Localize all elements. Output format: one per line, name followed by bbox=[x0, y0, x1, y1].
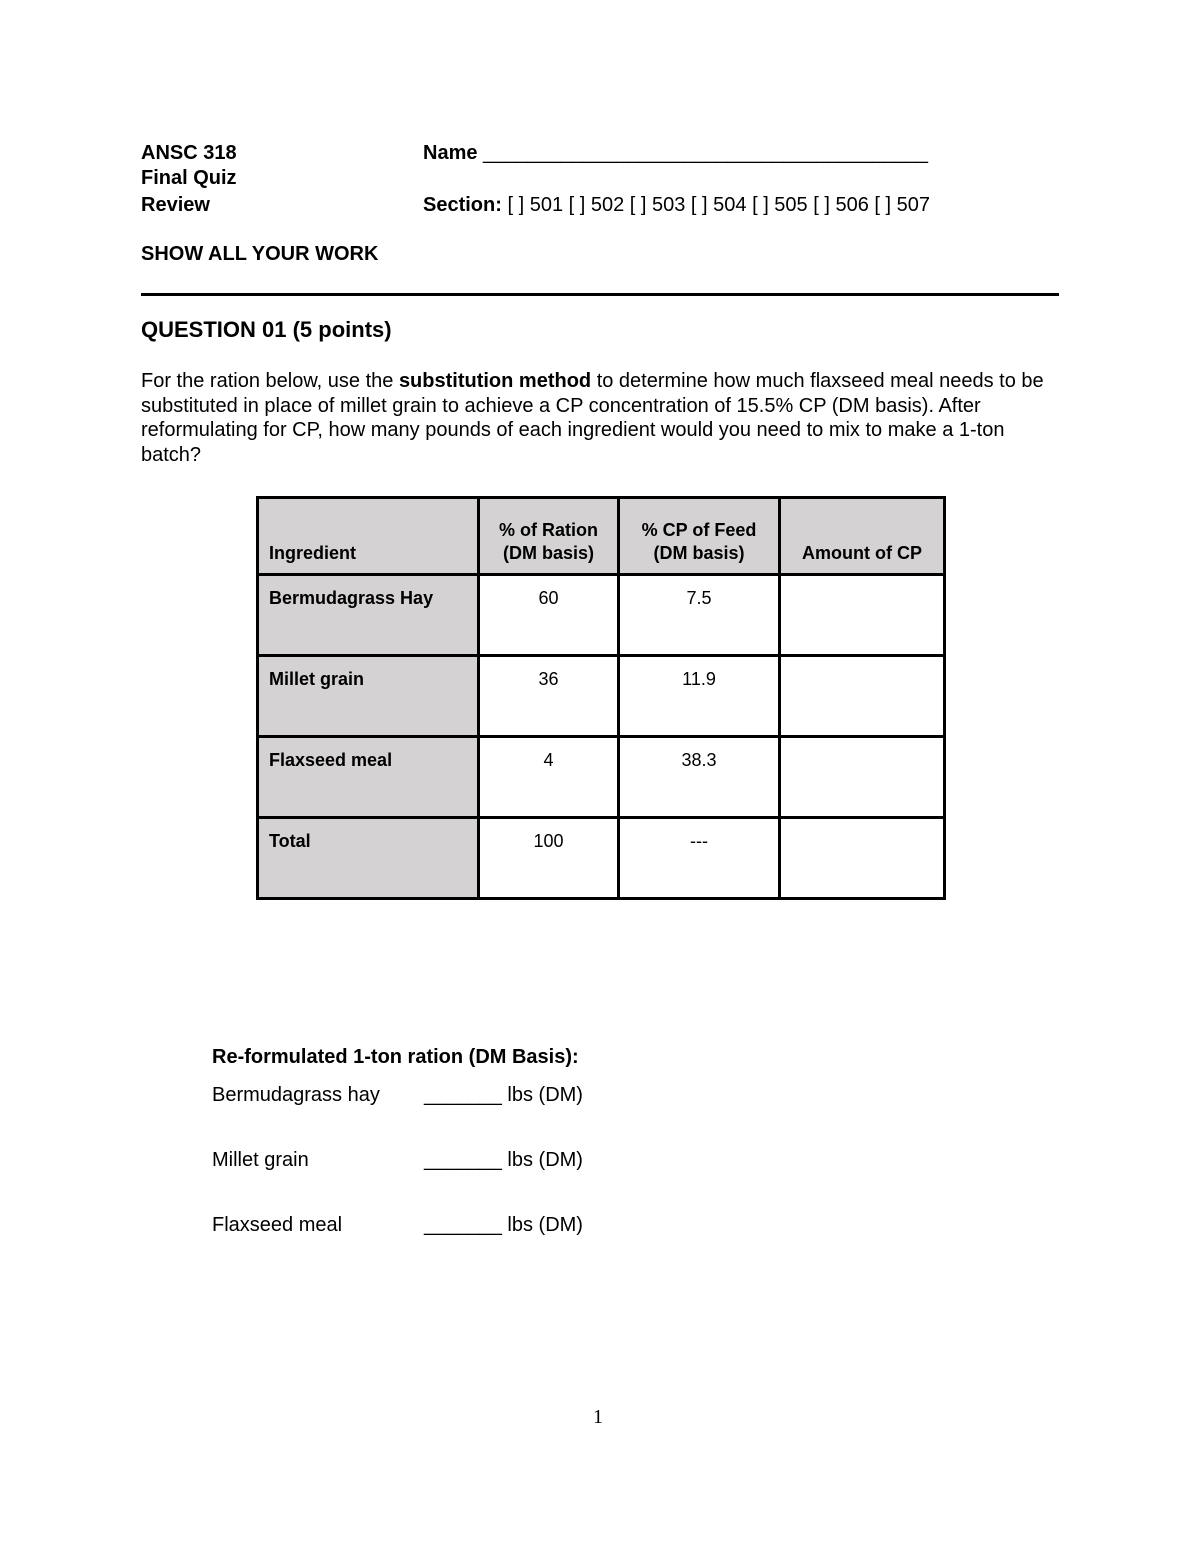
reform-item-label: Flaxseed meal bbox=[212, 1214, 343, 1236]
table-header-row bbox=[258, 498, 945, 575]
reform-item-blank[interactable]: _______ lbs (DM) bbox=[424, 1084, 583, 1106]
header-divider bbox=[141, 293, 1059, 296]
row-pct-ration: 4 bbox=[479, 737, 619, 818]
row-ingredient: Total bbox=[258, 818, 479, 899]
row-ingredient: Millet grain bbox=[258, 656, 479, 737]
name-line: ________________________________________ bbox=[483, 142, 928, 164]
row-ingredient: Bermudagrass Hay bbox=[258, 575, 479, 656]
row-ingredient: Flaxseed meal bbox=[258, 737, 479, 818]
header-pct-cp-line2: (DM basis) bbox=[653, 543, 745, 563]
row-pct-cp: --- bbox=[619, 818, 780, 899]
header-amount-cp: Amount of CP bbox=[780, 498, 945, 575]
row-pct-ration: 60 bbox=[479, 575, 619, 656]
question-text-part: For the ration below, use the bbox=[141, 370, 399, 392]
table-row bbox=[258, 737, 945, 818]
ration-table bbox=[256, 496, 946, 900]
row-amount-cp-cell[interactable] bbox=[780, 575, 945, 656]
reform-item-blank[interactable]: _______ lbs (DM) bbox=[424, 1214, 583, 1236]
section-label: Section: bbox=[423, 194, 502, 216]
page-number: 1 bbox=[593, 1406, 603, 1428]
question-text bbox=[141, 369, 1056, 467]
header-pct-ration-line1: % of Ration bbox=[499, 520, 598, 540]
header-ingredient: Ingredient bbox=[258, 498, 479, 575]
course-code: ANSC 318 bbox=[141, 142, 237, 164]
quiz-title: Final Quiz bbox=[141, 167, 237, 189]
row-amount-cp-cell[interactable] bbox=[780, 737, 945, 818]
header-pct-cp bbox=[619, 498, 780, 575]
header-pct-ration bbox=[479, 498, 619, 575]
row-amount-cp-cell[interactable] bbox=[780, 818, 945, 899]
header-pct-ration-line2: (DM basis) bbox=[502, 543, 594, 563]
reform-item-label: Millet grain bbox=[212, 1149, 309, 1171]
row-pct-cp: 11.9 bbox=[619, 656, 780, 737]
row-amount-cp-cell[interactable] bbox=[780, 656, 945, 737]
section-options[interactable]: [ ] 501 [ ] 502 [ ] 503 [ ] 504 [ ] 505 [ ] 506 [ ] 507 bbox=[507, 194, 930, 216]
reform-item-blank[interactable]: _______ lbs (DM) bbox=[424, 1149, 583, 1171]
row-pct-ration: 36 bbox=[479, 656, 619, 737]
name-label: Name bbox=[423, 142, 478, 164]
show-work-instruction: SHOW ALL YOUR WORK bbox=[141, 243, 379, 265]
reform-item-label: Bermudagrass hay bbox=[212, 1084, 380, 1106]
review-label: Review bbox=[141, 194, 210, 216]
section-selector[interactable] bbox=[423, 194, 930, 217]
table-row bbox=[258, 656, 945, 737]
row-pct-cp: 7.5 bbox=[619, 575, 780, 656]
question-text-part: to determine how much flaxseed meal needs to be substituted in place of millet grain to achieve a CP concentration of 15.5% CP (DM basis). After reformulating for CP, how many pounds of each ingredient would you need to mix to make a 1-ton batch? bbox=[141, 370, 1044, 466]
row-pct-cp: 38.3 bbox=[619, 737, 780, 818]
table-row-total bbox=[258, 818, 945, 899]
header-pct-cp-line1: % CP of Feed bbox=[641, 520, 757, 540]
question-title: QUESTION 01 (5 points) bbox=[141, 317, 392, 342]
name-field[interactable] bbox=[423, 142, 928, 165]
table-row bbox=[258, 575, 945, 656]
reformulated-title: Re-formulated 1-ton ration (DM Basis): bbox=[212, 1046, 579, 1068]
row-pct-ration: 100 bbox=[479, 818, 619, 899]
question-text-emphasis: substitution method bbox=[398, 370, 592, 392]
